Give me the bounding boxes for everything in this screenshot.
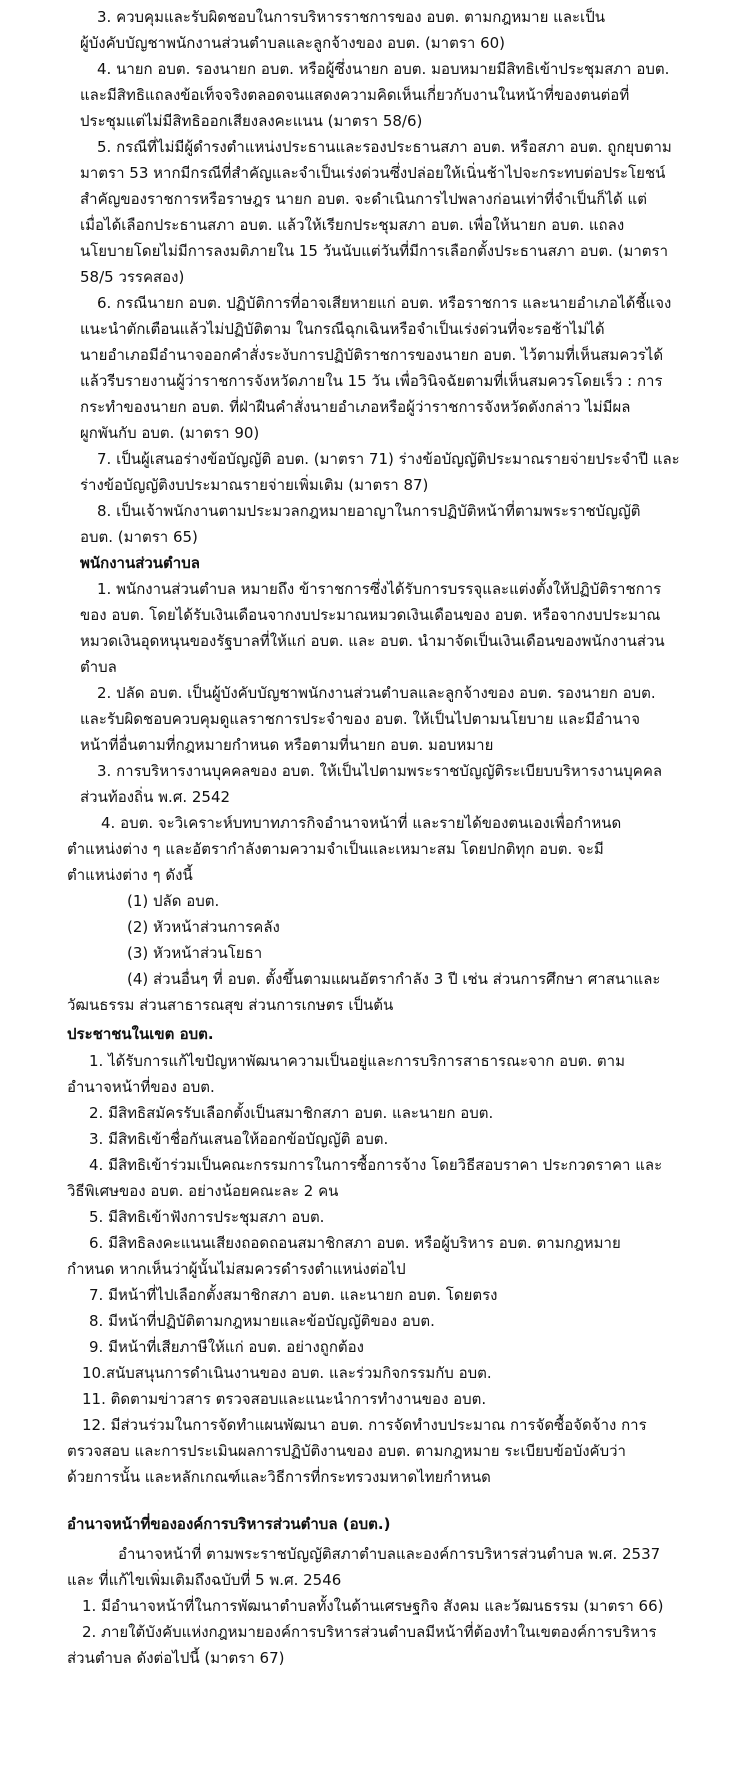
text-line: 9. มีหน้าที่เสียภาษีให้แก่ อบต. อย่างถูกต้อง: [89, 1338, 365, 1356]
text-line: (3) หัวหน้าส่วนโยธา: [127, 944, 263, 962]
text-line: กระทำของนายก อบต. ที่ฝ่าฝืนคำสั่งนายอำเภอหรือผู้ว่าราชการจังหวัดดังกล่าว ไม่มีผล: [80, 398, 631, 416]
text-line: และ ที่แก้ไขเพิ่มเติมถึงฉบับที่ 5 พ.ศ. 2546: [67, 1571, 342, 1589]
text-line: 8. มีหน้าที่ปฏิบัติตามกฎหมายและข้อบัญญัติของ อบต.: [89, 1312, 435, 1330]
text-line: หมวดเงินอุดหนุนของรัฐบาลที่ให้แก่ อบต. และ อบต. นำมาจัดเป็นเงินเดือนของพนักงานส่วน: [80, 632, 665, 650]
text-line: (4) ส่วนอื่นๆ ที่ อบต. ตั้งขึ้นตามแผนอัตรากำลัง 3 ปี เช่น ส่วนการศึกษา ศาสนาและ: [127, 970, 661, 988]
text-line: เมื่อได้เลือกประธานสภา อบต. แล้วให้เรียกประชุมสภา อบต. เพื่อให้นายก อบต. แถลง: [80, 216, 625, 234]
text-line: 10.สนับสนุนการดำเนินงานของ อบต. และร่วมกิจกรรมกับ อบต.: [82, 1364, 492, 1382]
text-line: 1. ได้รับการแก้ไขปัญหาพัฒนาความเป็นอยู่และการบริการสาธารณะจาก อบต. ตาม: [89, 1052, 625, 1070]
text-line: 11. ติดตามข่าวสาร ตรวจสอบและแนะนำการทำงานของ อบต.: [82, 1390, 487, 1408]
text-line: ตรวจสอบ และการประเมินผลการปฏิบัติงานของ อบต. ตามกฎหมาย ระเบียบข้อบังคับว่า: [67, 1442, 626, 1460]
text-line: วัฒนธรรม ส่วนสาธารณสุข ส่วนการเกษตร เป็นต้น: [67, 996, 394, 1014]
text-line: นโยบายโดยไม่มีการลงมติภายใน 15 วันนับแต่วันที่มีการเลือกตั้งประธานสภา อบต. (มาตรา: [80, 242, 668, 260]
text-line: 5. กรณีที่ไม่มีผู้ดำรงตำแหน่งประธานและรองประธานสภา อบต. หรือสภา อบต. ถูกยุบตาม: [97, 138, 672, 156]
text-line: (1) ปลัด อบต.: [127, 892, 220, 910]
section-heading: พนักงานส่วนตำบล: [80, 554, 200, 572]
text-line: ตำบล: [80, 658, 117, 676]
section-heading: ประชาชนในเขต อบต.: [67, 1025, 214, 1043]
text-line: 8. เป็นเจ้าพนักงานตามประมวลกฎหมายอาญาในการปฏิบัติหน้าที่ตามพระราชบัญญัติ: [97, 502, 641, 520]
text-line: 1. มีอำนาจหน้าที่ในการพัฒนาตำบลทั้งในด้านเศรษฐกิจ สังคม และวัฒนธรรม (มาตรา 66): [82, 1597, 664, 1615]
text-line: 4. มีสิทธิเข้าร่วมเป็นคณะกรรมการในการซื้อการจ้าง โดยวิธีสอบราคา ประกวดราคา และ: [89, 1156, 663, 1174]
text-line: ประชุมแต่ไม่มีสิทธิออกเสียงลงคะแนน (มาตรา 58/6): [80, 112, 423, 130]
text-line: อำนาจหน้าที่ของ อบต.: [67, 1078, 215, 1096]
text-line: อำนาจหน้าที่ ตามพระราชบัญญัติสภาตำบลและองค์การบริหารส่วนตำบล พ.ศ. 2537: [118, 1545, 661, 1563]
text-line: และมีสิทธิแถลงข้อเท็จจริงตลอดจนแสดงความคิดเห็นเกี่ยวกับงานในหน้าที่ของตนต่อที่: [80, 86, 630, 104]
text-line: 3. มีสิทธิเข้าชื่อกันเสนอให้ออกข้อบัญญัติ อบต.: [89, 1130, 389, 1148]
text-line: 12. มีส่วนร่วมในการจัดทำแผนพัฒนา อบต. การจัดทำงบประมาณ การจัดซื้อจัดจ้าง การ: [82, 1416, 647, 1434]
text-line: 2. ภายใต้บังคับแห่งกฎหมายองค์การบริหารส่วนตำบลมีหน้าที่ต้องทำในเขตองค์การบริหาร: [82, 1623, 657, 1641]
text-line: แล้วรีบรายงานผู้ว่าราชการจังหวัดภายใน 15 วัน เพื่อวินิจฉัยตามที่เห็นสมควรโดยเร็ว : การ: [80, 372, 663, 390]
text-line: ส่วนตำบล ดังต่อไปนี้ (มาตรา 67): [67, 1649, 285, 1667]
text-line: 6. มีสิทธิลงคะแนนเสียงถอดถอนสมาชิกสภา อบต. หรือผู้บริหาร อบต. ตามกฎหมาย: [89, 1234, 621, 1252]
text-line: ตำแหน่งต่าง ๆ ดังนี้: [67, 866, 193, 884]
text-line: ของ อบต. โดยได้รับเงินเดือนจากงบประมาณหมวดเงินเดือนของ อบต. หรือจากงบประมาณ: [80, 606, 661, 624]
section-heading: อำนาจหน้าที่ขององค์การบริหารส่วนตำบล (อบต.): [67, 1515, 391, 1533]
text-line: ส่วนท้องถิ่น พ.ศ. 2542: [80, 788, 231, 806]
text-line: 58/5 วรรคสอง): [80, 268, 185, 286]
text-line: แนะนำตักเตือนแล้วไม่ปฏิบัติตาม ในกรณีฉุกเฉินหรือจำเป็นเร่งด่วนที่จะรอช้าไม่ได้: [80, 320, 605, 338]
text-line: ผู้บังคับบัญชาพนักงานส่วนตำบลและลูกจ้างของ อบต. (มาตรา 60): [80, 34, 506, 52]
text-line: ตำแหน่งต่าง ๆ และอัตรากำลังตามความจำเป็นและเหมาะสม โดยปกติทุก อบต. จะมี: [67, 840, 604, 858]
text-line: สำคัญของราชการหรือราษฎร นายก อบต. จะดำเนินการไปพลางก่อนเท่าที่จำเป็นก็ได้ แต่: [80, 190, 647, 208]
text-line: นายอำเภอมีอำนาจออกคำสั่งระงับการปฏิบัติราชการของนายก อบต. ไว้ตามที่เห็นสมควรได้: [80, 346, 664, 364]
text-line: 3. ควบคุมและรับผิดชอบในการบริหารราชการของ อบต. ตามกฎหมาย และเป็น: [97, 8, 605, 26]
text-line: กำหนด หากเห็นว่าผู้นั้นไม่สมควรดำรงตำแหน่งต่อไป: [67, 1260, 406, 1278]
text-line: มาตรา 53 หากมีกรณีที่สำคัญและจำเป็นเร่งด่วนซึ่งปล่อยให้เนิ่นช้าไปจะกระทบต่อประโยชน์: [80, 164, 666, 182]
text-line: 4. นายก อบต. รองนายก อบต. หรือผู้ซึ่งนายก อบต. มอบหมายมีสิทธิเข้าประชุมสภา อบต.: [97, 60, 670, 78]
text-line: ด้วยการนั้น และหลักเกณฑ์และวิธีการที่กระทรวงมหาดไทยกำหนด: [67, 1468, 491, 1486]
text-line: ผูกพันกับ อบต. (มาตรา 90): [80, 424, 260, 442]
text-line: 7. มีหน้าที่ไปเลือกตั้งสมาชิกสภา อบต. และนายก อบต. โดยตรง: [89, 1286, 498, 1304]
text-line: 1. พนักงานส่วนตำบล หมายถึง ข้าราชการซึ่งได้รับการบรรจุและแต่งตั้งให้ปฏิบัติราชการ: [97, 580, 662, 598]
text-line: 5. มีสิทธิเข้าฟังการประชุมสภา อบต.: [89, 1208, 325, 1226]
text-line: และรับผิดชอบควบคุมดูแลราชการประจำของ อบต. ให้เป็นไปตามนโยบาย และมีอำนาจ: [80, 710, 641, 728]
text-line: อบต. (มาตรา 65): [80, 528, 198, 546]
text-line: 2. ปลัด อบต. เป็นผู้บังคับบัญชาพนักงานส่วนตำบลและลูกจ้างของ อบต. รองนายก อบต.: [97, 684, 656, 702]
text-line: (2) หัวหน้าส่วนการคลัง: [127, 918, 280, 936]
text-line: 6. กรณีนายก อบต. ปฏิบัติการที่อาจเสียหายแก่ อบต. หรือราชการ และนายอำเภอได้ชี้แจง: [97, 294, 672, 312]
text-line: 2. มีสิทธิสมัครรับเลือกตั้งเป็นสมาชิกสภา อบต. และนายก อบต.: [89, 1104, 494, 1122]
text-line: 3. การบริหารงานบุคคลของ อบต. ให้เป็นไปตามพระราชบัญญัติระเบียบบริหารงานบุคคล: [97, 762, 663, 780]
text-line: วิธีพิเศษของ อบต. อย่างน้อยคณะละ 2 คน: [67, 1182, 339, 1200]
text-line: ร่างข้อบัญญัติงบประมาณรายจ่ายเพิ่มเติม (มาตรา 87): [80, 476, 429, 494]
text-line: 4. อบต. จะวิเคราะห์บทบาทภารกิจอำนาจหน้าที่ และรายได้ของตนเองเพื่อกำหนด: [101, 814, 622, 832]
text-line: หน้าที่อื่นตามที่กฎหมายกำหนด หรือตามที่นายก อบต. มอบหมาย: [80, 736, 494, 754]
text-line: 7. เป็นผู้เสนอร่างข้อบัญญัติ อบต. (มาตรา 71) ร่างข้อบัญญัติประมาณรายจ่ายประจำปี และ: [97, 450, 680, 468]
